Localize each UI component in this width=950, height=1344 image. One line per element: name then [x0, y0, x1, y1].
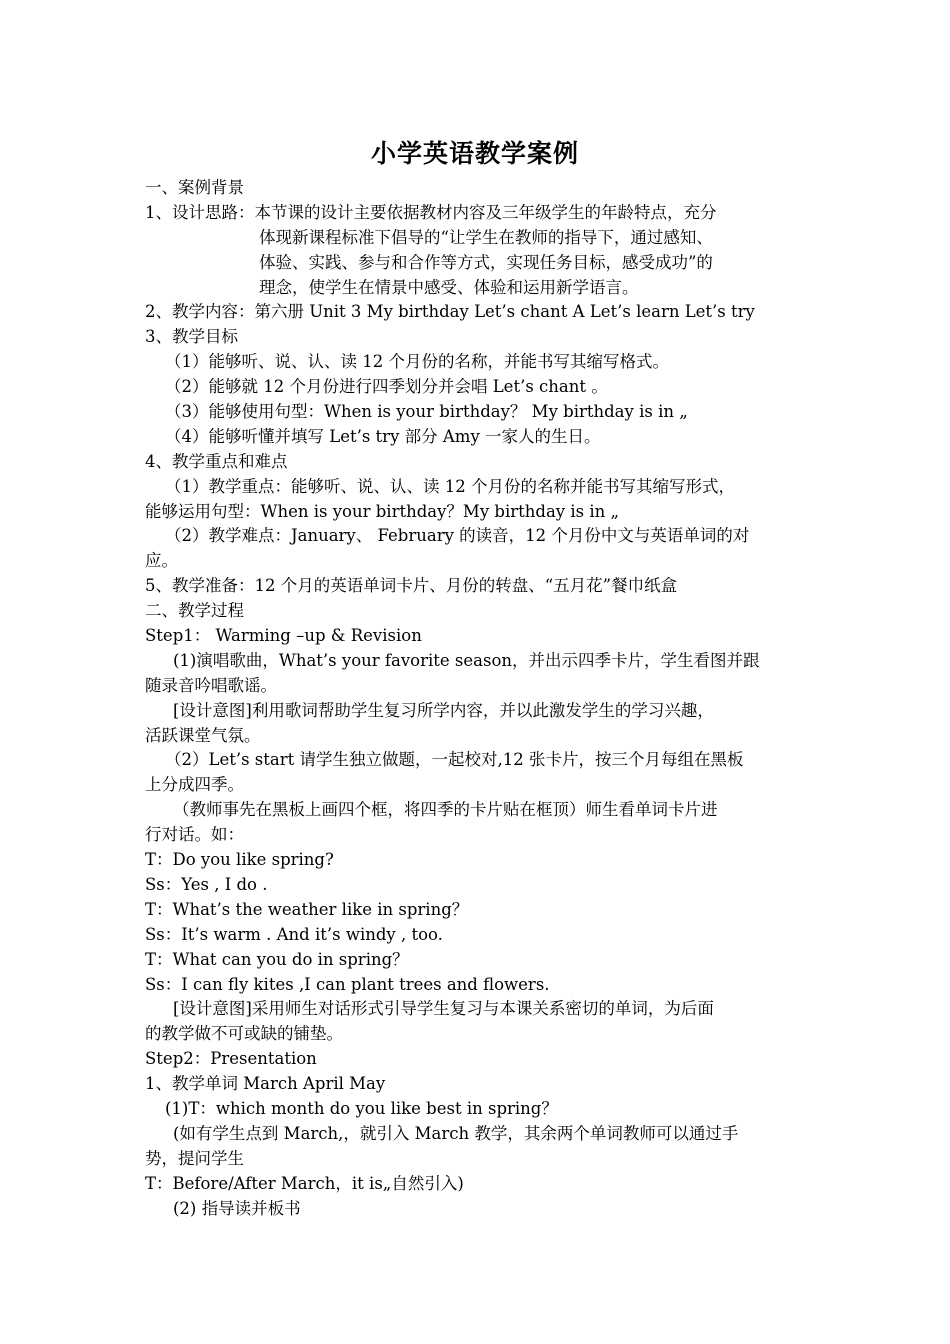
text-line: Step2：Presentation [145, 1049, 317, 1069]
text-line: （3）能够使用句型：When is your birthday？ My birthday is in „ [165, 402, 688, 422]
document-body [145, 176, 825, 1221]
text-line: 的教学做不可或缺的铺垫。 [145, 1024, 343, 1044]
text-line: T：What can you do in spring？ [145, 949, 409, 969]
text-line: 能够运用句型：When is your birthday？My birthday is in „ [145, 501, 620, 521]
text-line: 体验、实践、参与和合作等方式，实现任务目标，感受成功”的 [259, 252, 713, 272]
text-line: [设计意图]利用歌词帮助学生复习所学内容，并以此激发学生的学习兴趣， [173, 700, 714, 720]
text-line: 2、教学内容：第六册 Unit 3 My birthday Let’s chant A Let’s learn Let’s try [145, 302, 755, 322]
text-line: T：Before/After March，it is„自然引入) [145, 1173, 464, 1193]
text-line: 理念，使学生在情景中感受、体验和运用新学语言。 [259, 277, 639, 297]
text-line: (如有学生点到 March,，就引入 March 教学，其余两个单词教师可以通过手 [173, 1123, 739, 1143]
text-line: Ss：It’s warm . And it’s windy , too. [145, 924, 443, 944]
text-line: (1)演唱歌曲，What’s your favorite season，并出示四季卡片，学生看图并跟 [173, 650, 760, 670]
text-line: 上分成四季。 [145, 775, 244, 795]
text-line: 1、设计思路：本节课的设计主要依据教材内容及三年级学生的年龄特点，充分 [145, 202, 717, 222]
text-line: （1）教学重点：能够听、说、认、读 12 个月份的名称并能书写其缩写形式， [165, 476, 735, 496]
text-line: (2) 指导读并板书 [173, 1198, 301, 1218]
text-line: Step1： Warming –up & Revision [145, 626, 422, 646]
text-line: 随录音吟唱歌谣。 [145, 675, 277, 695]
text-line: T：Do you like spring? [145, 850, 334, 870]
text-line: （教师事先在黑板上画四个框，将四季的卡片贴在框顶）师生看单词卡片进 [173, 800, 718, 820]
document-title: 小学英语教学案例 [370, 139, 579, 168]
text-line: [设计意图]采用师生对话形式引导学生复习与本课关系密切的单词，为后面 [173, 999, 714, 1019]
text-line: （1）能够听、说、认、读 12 个月份的名称，并能书写其缩写格式。 [165, 352, 669, 372]
text-line: 行对话。如： [145, 825, 244, 845]
text-line: 4、教学重点和难点 [145, 451, 288, 471]
text-line: （4）能够听懂并填写 Let’s try 部分 Amy 一家人的生日。 [165, 426, 601, 446]
text-line: （2）能够就 12 个月份进行四季划分并会唱 Let’s chant 。 [165, 377, 608, 397]
text-line: 体现新课程标准下倡导的“让学生在教师的指导下，通过感知、 [259, 227, 713, 247]
text-line: （2）Let’s start 请学生独立做题，一起校对,12 张卡片，按三个月每组在黑板 [165, 750, 744, 770]
text-line: Ss：I can fly kites ,I can plant trees and flowers. [145, 974, 550, 994]
text-line: 活跃课堂气氛。 [145, 725, 261, 745]
text-line: 1、教学单词 March April May [145, 1074, 386, 1094]
text-line: 应。 [145, 551, 178, 571]
text-line: T：What’s the weather like in spring？ [145, 899, 469, 919]
text-line: （2）教学难点：January、 February 的读音，12 个月份中文与英语单词的对 [165, 526, 750, 546]
text-line: 二、教学过程 [145, 601, 244, 621]
text-line: (1)T：which month do you like best in spring？ [165, 1098, 558, 1118]
text-line: Ss：Yes , I do . [145, 874, 268, 894]
text-line: 一、案例背景 [145, 178, 244, 197]
text-line: 5、教学准备：12 个月的英语单词卡片、月份的转盘、“五月花”餐巾纸盒 [145, 576, 678, 596]
text-line: 势，提问学生 [145, 1148, 244, 1168]
text-line: 3、教学目标 [145, 327, 238, 347]
